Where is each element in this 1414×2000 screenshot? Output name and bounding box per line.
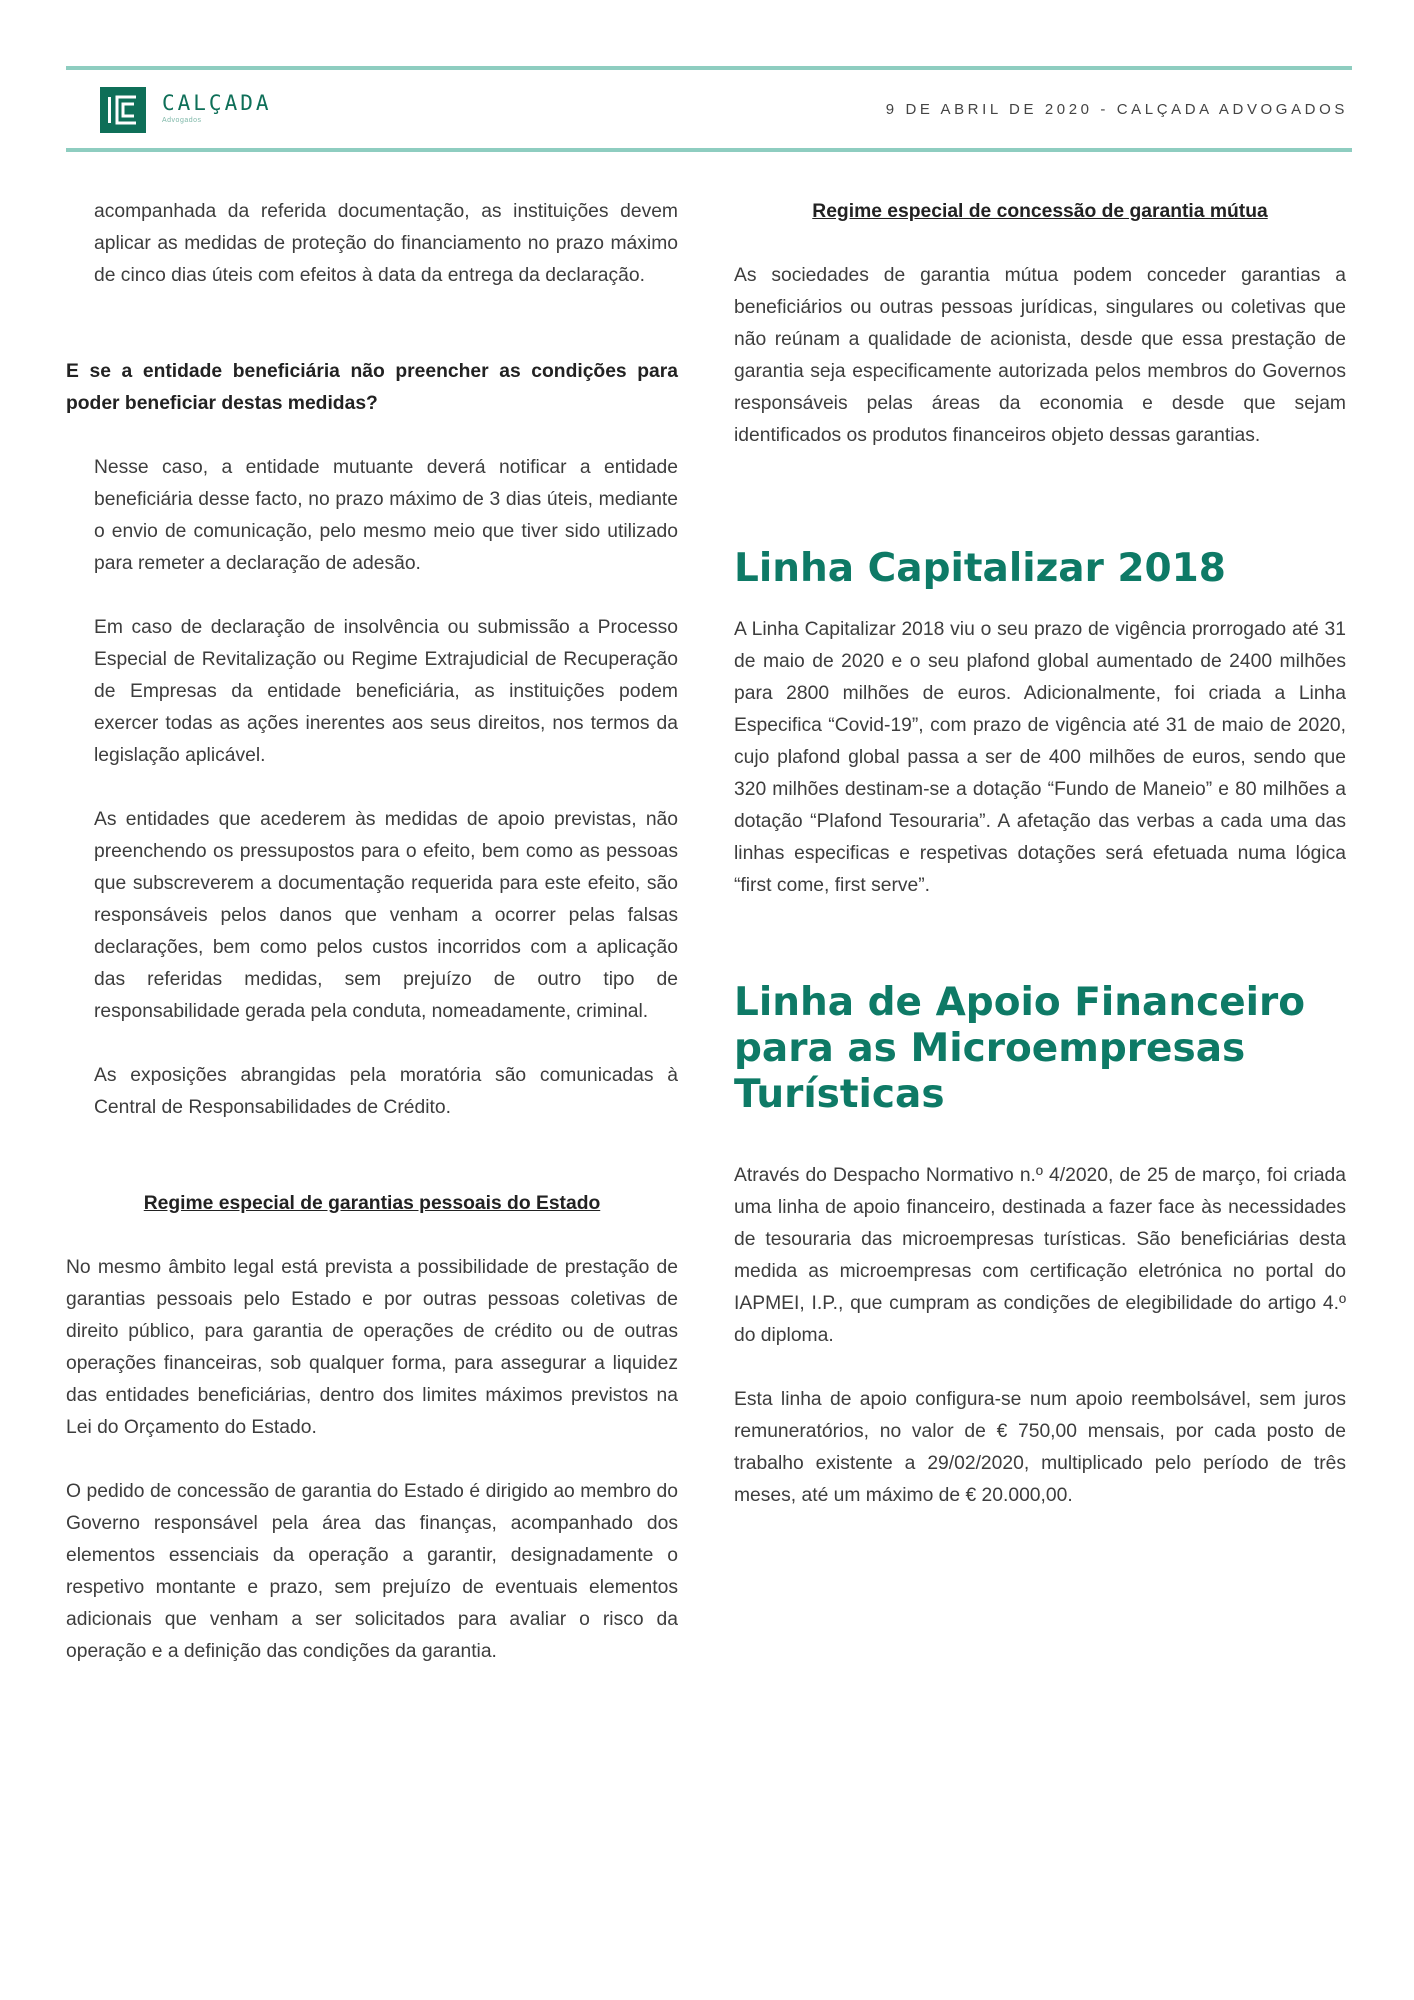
logo-subtitle: Advogados xyxy=(162,117,202,124)
logo-mark-icon xyxy=(100,87,146,133)
header-top-rule xyxy=(66,66,1352,70)
header-bottom-rule xyxy=(66,148,1352,152)
left-column xyxy=(66,196,678,1668)
paragraph: Esta linha de apoio configura-se num apoio reembolsável, sem juros remuneratórios, no valor de € 750,00 mensais, por cada posto de trabalho existente a 29/02/2020, multiplicado pelo período de três meses, até um máximo de € 20.000,00. xyxy=(734,1389,1346,1506)
paragraph: Em caso de declaração de insolvência ou submissão a Processo Especial de Revitalização ou Regime Extrajudicial de Recuperação de Empresas da entidade beneficiária, as instituições podem exercer todas as ações inerentes aos seus direitos, nos termos da legislação aplicável. xyxy=(94,617,678,766)
right-column xyxy=(734,196,1346,1512)
paragraph: A Linha Capitalizar 2018 viu o seu prazo de vigência prorrogado até 31 de maio de 2020 e o seu plafond global aumentado de 2400 milhões para 2800 milhões de euros. Adicionalmente, foi criada a Linha Especifica “Covid-19”, com prazo de vigência até 31 de maio de 2020, cujo plafond global passa a ser de 400 milhões de euros, sendo que 320 milhões destinam-se a dotação “Fundo de Maneio” e 80 milhões a dotação “Plafond Tesouraria”. A afetação das verbas a cada uma das linhas especificas e respetivas dotações será efetuada numa lógica “first come, first serve”. xyxy=(734,619,1346,896)
paragraph: Através do Despacho Normativo n.º 4/2020, de 25 de março, foi criada uma linha de apoio financeiro, destinada a fazer face às necessidades de tesouraria das microempresas turísticas. São beneficiárias desta medida as microempresas com certificação eletrónica no portal do IAPMEI, I.P., que cumpram as condições de elegibilidade do artigo 4.º do diploma. xyxy=(734,1165,1346,1346)
paragraph: As exposições abrangidas pela moratória são comunicadas à Central de Responsabilidades de Crédito. xyxy=(94,1065,678,1118)
question-heading: E se a entidade beneficiária não preencher as condições para poder beneficiar destas medidas? xyxy=(66,361,678,414)
heading-linha-capitalizar: Linha Capitalizar 2018 xyxy=(734,546,1226,591)
paragraph: As entidades que acederem às medidas de apoio previstas, não preenchendo os pressupostos para o efeito, bem como as pessoas que subscreverem a documentação requerida para este efeito, são responsáveis pelos danos que venham a ocorrer pelas falsas declarações, bem como pelos custos incorridos com a aplicação das referidas medidas, sem prejuízo de outro tipo de responsabilidade gerada pela conduta, nomeadamente, criminal. xyxy=(94,809,678,1022)
heading-linha-microempresas: Linha de Apoio Financeiro para as Microempresas Turísticas xyxy=(734,980,1306,1117)
paragraph: Nesse caso, a entidade mutuante deverá notificar a entidade beneficiária desse facto, no prazo máximo de 3 dias úteis, mediante o envio de comunicação, pelo mesmo meio que tiver sido utilizado para remeter a declaração de adesão. xyxy=(94,457,678,574)
paragraph: acompanhada da referida documentação, as instituições devem aplicar as medidas de proteção do financiamento no prazo máximo de cinco dias úteis com efeitos à data da entrega da declaração. xyxy=(94,201,678,286)
subheading-garantia-mutua: Regime especial de concessão de garantia mútua xyxy=(812,201,1268,222)
paragraph: O pedido de concessão de garantia do Estado é dirigido ao membro do Governo responsável pela área das finanças, acompanhado dos elementos essenciais da operação a garantir, designadamente o respetivo montante e prazo, sem prejuízo de eventuais elementos adicionais que venham a ser solicitados para avaliar o risco da operação e a definição das condições da garantia. xyxy=(66,1481,678,1662)
paragraph: As sociedades de garantia mútua podem conceder garantias a beneficiários ou outras pessoas jurídicas, singulares ou coletivas que não reúnam a qualidade de acionista, desde que essa prestação de garantia seja especificamente autorizada pelos membros do Governos responsáveis pelas áreas da economia e desde que sejam identificados os produtos financeiros objeto dessas garantias. xyxy=(734,265,1346,446)
paragraph: No mesmo âmbito legal está prevista a possibilidade de prestação de garantias pessoais pelo Estado e por outras pessoas coletivas de direito público, para garantia de operações de crédito ou de outras operações financeiras, sob qualquer forma, para assegurar a liquidez das entidades beneficiárias, dentro dos limites máximos previstos na Lei do Orçamento do Estado. xyxy=(66,1257,678,1438)
logo xyxy=(100,86,292,134)
header-date: 9 DE ABRIL DE 2020 - CALÇADA ADVOGADOS xyxy=(885,101,1348,118)
logo-text xyxy=(162,87,292,133)
subheading-garantias-estado: Regime especial de garantias pessoais do Estado xyxy=(143,1193,601,1214)
logo-name: CALÇADA xyxy=(162,91,272,115)
